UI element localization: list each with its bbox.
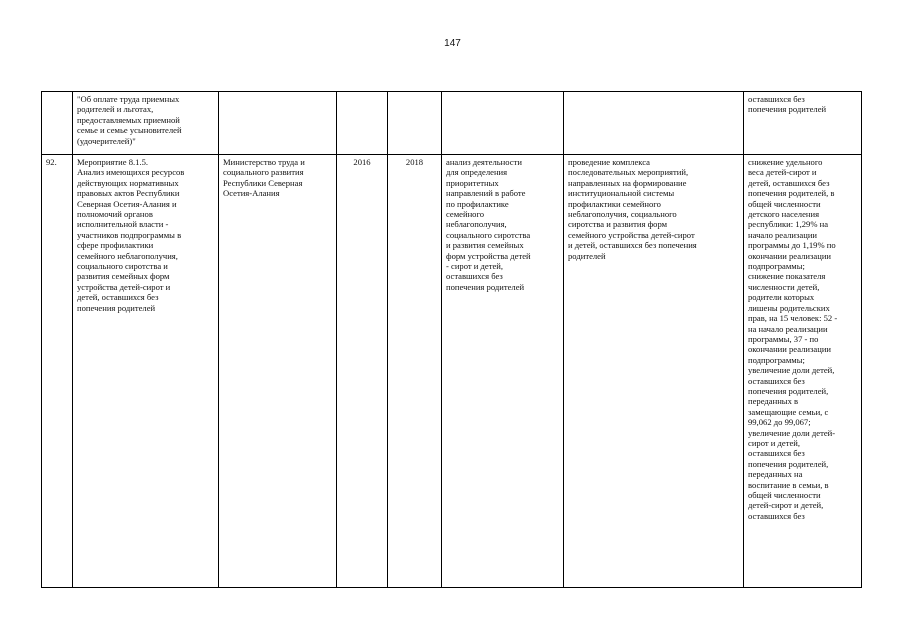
row-number-cell — [42, 92, 73, 155]
end-year-cell: 2018 — [388, 155, 442, 588]
cell-text-line: оставшихся без — [446, 271, 503, 282]
cell-text-line: институциональной системы — [568, 188, 675, 199]
cell-text-line: прав, на 15 человек: 52 - — [748, 313, 838, 324]
cell-text-line: оставшихся без — [748, 375, 805, 386]
event-cell — [73, 92, 219, 155]
cell-text-line: (удочерителей)" — [77, 135, 136, 146]
cell-text-line: Мероприятие 8.1.5. — [77, 157, 149, 167]
executor-cell — [219, 155, 337, 588]
cell-text-line: попечения родителей — [77, 302, 156, 313]
cell-text-line: воспитание в семьи, в — [748, 479, 829, 490]
cell-text-line: профилактики семейного — [568, 198, 661, 209]
cell-text-line: Анализ имеющихся ресурсов — [77, 167, 185, 178]
result-cell — [564, 92, 744, 155]
direction-cell — [442, 155, 564, 588]
cell-text-line: и развития семейных — [446, 240, 524, 251]
cell-text-line: правовых актов Республики — [77, 188, 180, 199]
start-year-cell — [337, 92, 388, 155]
cell-text-line: на начало реализации — [748, 323, 828, 334]
cell-text-line: "Об оплате труда приемных — [77, 94, 180, 104]
cell-text-line: неблагополучия, социального — [568, 209, 677, 220]
cell-text-line: оставшихся без — [748, 510, 805, 521]
cell-text-line: семейного неблагополучия, — [77, 250, 178, 261]
cell-text-line: последовательных мероприятий, — [568, 167, 689, 178]
indicator-cell — [744, 92, 862, 155]
cell-text-line: окончании реализации — [748, 250, 832, 261]
cell-text-line: социального сиротства и — [77, 261, 168, 272]
end-year-cell — [388, 92, 442, 155]
cell-text-line: проведение комплекса — [568, 157, 650, 167]
cell-text-line: попечения родителей, в — [748, 188, 835, 199]
cell-text-line: предоставляемых приемной — [77, 114, 180, 125]
cell-text-line: развития семейных форм — [77, 271, 170, 282]
cell-text-line: родителей — [568, 250, 606, 261]
cell-text-line: лишены родительских — [748, 302, 830, 313]
cell-text-line: программы до 1,19% по — [748, 240, 836, 251]
table-row — [42, 155, 862, 588]
cell-text-line: анализ деятельности — [446, 157, 522, 167]
event-cell — [73, 155, 219, 588]
cell-text-line: неблагополучия, — [446, 219, 507, 230]
program-table — [41, 91, 862, 588]
cell-text-line: попечения родителей, — [748, 385, 829, 396]
cell-text-line: программы, 37 - по — [748, 333, 819, 344]
cell-text-line: действующих нормативных — [77, 177, 179, 188]
executor-cell — [219, 92, 337, 155]
cell-text-line: численности детей, — [748, 281, 820, 292]
cell-text-line: сирот и детей, — [748, 437, 801, 448]
cell-text-line: детей, оставшихся без — [77, 292, 159, 303]
cell-text-line: подпрограммы; — [748, 261, 805, 272]
cell-text-line: Министерство труда и — [223, 157, 305, 167]
cell-text-line: Республики Северная — [223, 177, 303, 188]
start-year-cell: 2016 — [337, 155, 388, 588]
cell-text-line: направленных на формирование — [568, 177, 687, 188]
cell-text-line: начало реализации — [748, 229, 818, 240]
cell-text-line: переданных на — [748, 469, 803, 480]
cell-text-line: переданных в — [748, 396, 799, 407]
cell-text-line: попечения родителей, — [748, 458, 829, 469]
cell-text-line: форм устройства детей — [446, 250, 531, 261]
cell-text-line: устройства детей-сирот и — [77, 281, 171, 292]
cell-text-line: 99,062 до 99,067; — [748, 417, 811, 428]
cell-text-line: попечения родителей — [446, 281, 525, 292]
cell-text-line: Осетия-Алания — [223, 188, 280, 199]
cell-text-line: оставшихся без — [748, 448, 805, 459]
row-number-cell: 92. — [42, 155, 73, 588]
cell-text-line: увеличение доли детей, — [748, 365, 835, 376]
cell-text-line: исполнительной власти - — [77, 219, 169, 230]
cell-text-line: общей численности — [748, 490, 821, 500]
cell-text-line: социального сиротства — [446, 229, 531, 240]
cell-text-line: общей численности — [748, 198, 821, 209]
cell-text-line: Северная Осетия-Алания и — [77, 198, 177, 209]
indicator-cell — [744, 155, 862, 588]
result-cell — [564, 155, 744, 588]
cell-text-line: приоритетных — [446, 177, 499, 188]
cell-text-line: семейного устройства детей-сирот — [568, 229, 695, 240]
cell-text-line: направлений в работе — [446, 188, 526, 199]
direction-cell — [442, 92, 564, 155]
cell-text-line: снижение удельного — [748, 157, 823, 167]
cell-text-line: окончании реализации — [748, 344, 832, 355]
cell-text-line: подпрограммы; — [748, 354, 805, 365]
cell-text-line: сфере профилактики — [77, 240, 154, 251]
cell-text-line: замещающие семьи, с — [748, 406, 829, 417]
cell-text-line: семье и семье усыновителей — [77, 125, 182, 136]
cell-text-line: и детей, оставшихся без попечения — [568, 240, 697, 251]
cell-text-line: оставшихся без — [748, 94, 805, 104]
cell-text-line: сиротства и развития форм — [568, 219, 668, 230]
page-number: 147 — [444, 38, 461, 49]
cell-text-line: детей-сирот и детей, — [748, 500, 824, 511]
cell-text-line: родителей и льготах, — [77, 104, 154, 115]
cell-text-line: - сирот и детей, — [446, 261, 504, 272]
table-row — [42, 92, 862, 155]
cell-text-line: попечения родителей — [748, 104, 827, 115]
cell-text-line: по профилактике — [446, 198, 509, 209]
cell-text-line: республики: 1,29% на — [748, 219, 829, 230]
cell-text-line: снижение показателя — [748, 271, 826, 282]
cell-text-line: детей, оставшихся без — [748, 177, 830, 188]
cell-text-line: семейного — [446, 209, 485, 220]
cell-text-line: увеличение доли детей- — [748, 427, 836, 438]
cell-text-line: социального развития — [223, 167, 304, 178]
cell-text-line: веса детей-сирот и — [748, 167, 817, 178]
cell-text-line: полномочий органов — [77, 209, 153, 220]
cell-text-line: детского населения — [748, 209, 820, 220]
cell-text-line: родители которых — [748, 292, 815, 303]
cell-text-line: для определения — [446, 167, 508, 178]
cell-text-line: участников подпрограммы в — [77, 229, 182, 240]
